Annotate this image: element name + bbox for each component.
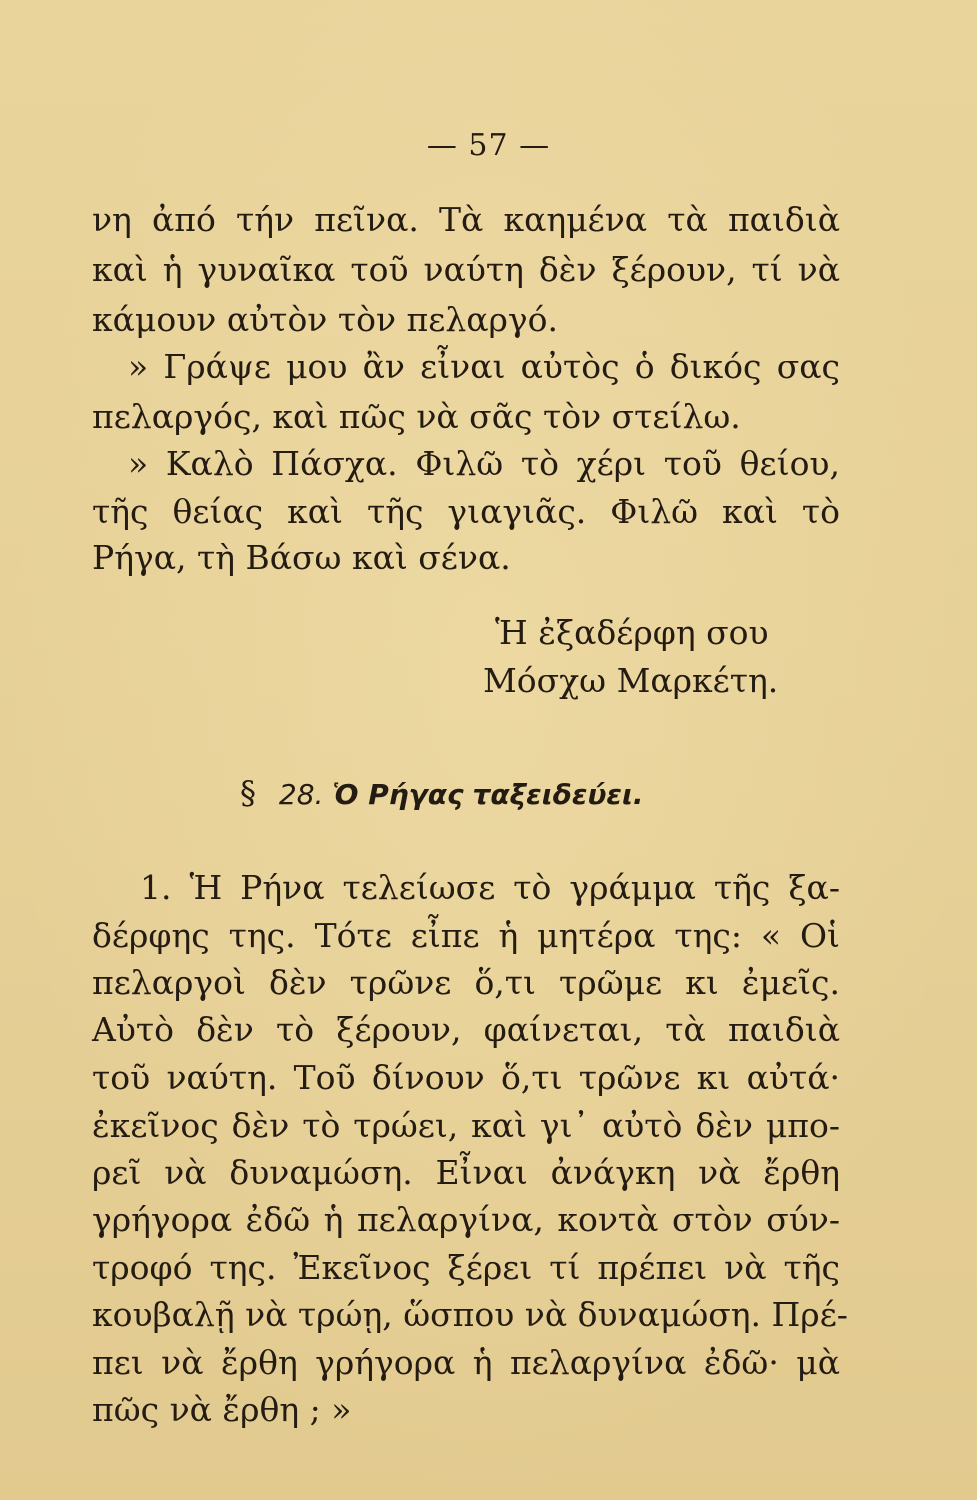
- section-title-subject: Ὁ Ρήγας: [332, 778, 464, 811]
- section-title-verb: ταξειδεύει.: [472, 778, 644, 811]
- text-line: ἐκεῖνος δὲν τὸ τρώει, καὶ γι᾽ αὐτὸ δὲν μπο-: [92, 1106, 840, 1145]
- text-line: τοῦ ναύτη. Τοῦ δίνουν ὅ,τι τρῶνε κι αὐτά·: [92, 1058, 840, 1097]
- text-line: πελαργοὶ δὲν τρῶνε ὅ,τι τρῶμε κι ἐμεῖς.: [92, 963, 840, 1002]
- text-line: πει νὰ ἔρθη γρήγορα ἡ πελαργίνα ἐδῶ· μὰ: [92, 1343, 840, 1382]
- signature-name: Μόσχω Μαρκέτη.: [483, 661, 779, 700]
- text-line: Αὐτὸ δὲν τὸ ξέρουν, φαίνεται, τὰ παιδιὰ: [92, 1010, 840, 1049]
- section-number: 28.: [278, 778, 324, 811]
- text-line: κάμουν αὐτὸν τὸν πελαργό.: [92, 300, 558, 339]
- text-line: τροφό της. Ἐκεῖνος ξέρει τί πρέπει νὰ τῆς: [92, 1248, 840, 1287]
- text-line: » Καλὸ Πάσχα. Φιλῶ τὸ χέρι τοῦ θείου,: [128, 444, 840, 483]
- text-line: τῆς θείας καὶ τῆς γιαγιᾶς. Φιλῶ καὶ τὸ: [92, 492, 840, 531]
- text-line: ρεῖ νὰ δυναμώση. Εἶναι ἀνάγκη νὰ ἔρθη: [92, 1153, 840, 1192]
- text-line: γρήγορα ἐδῶ ἡ πελαργίνα, κοντὰ στὸν σύν-: [92, 1200, 840, 1239]
- signature-greeting: Ἡ ἐξαδέρφη σου: [495, 613, 769, 652]
- text-line: δέρφης της. Τότε εἶπε ἡ μητέρα της: « Οἱ: [92, 916, 840, 955]
- text-line: νη ἀπό τήν πεῖνα. Τὰ καημένα τὰ παιδιὰ: [92, 200, 840, 239]
- text-line: πῶς νὰ ἔρθη ; »: [92, 1390, 352, 1429]
- section-heading: [240, 773, 644, 815]
- section-symbol: §: [240, 774, 256, 812]
- page-number: — 57 —: [426, 128, 551, 163]
- text-line: 1. Ἡ Ρήνα τελείωσε τὸ γράμμα τῆς ξα-: [140, 868, 840, 907]
- text-line: Ρήγα, τὴ Βάσω καὶ σένα.: [92, 538, 511, 577]
- text-line: κουβαλῇ νὰ τρώῃ, ὥσπου νὰ δυναμώση. Πρέ-: [92, 1295, 848, 1334]
- text-line: » Γράψε μου ἂν εἶναι αὐτὸς ὁ δικός σας: [128, 347, 840, 386]
- text-line: καὶ ἡ γυναῖκα τοῦ ναύτη δὲν ξέρουν, τί νὰ: [92, 250, 840, 289]
- text-line: πελαργός, καὶ πῶς νὰ σᾶς τὸν στείλω.: [92, 397, 741, 436]
